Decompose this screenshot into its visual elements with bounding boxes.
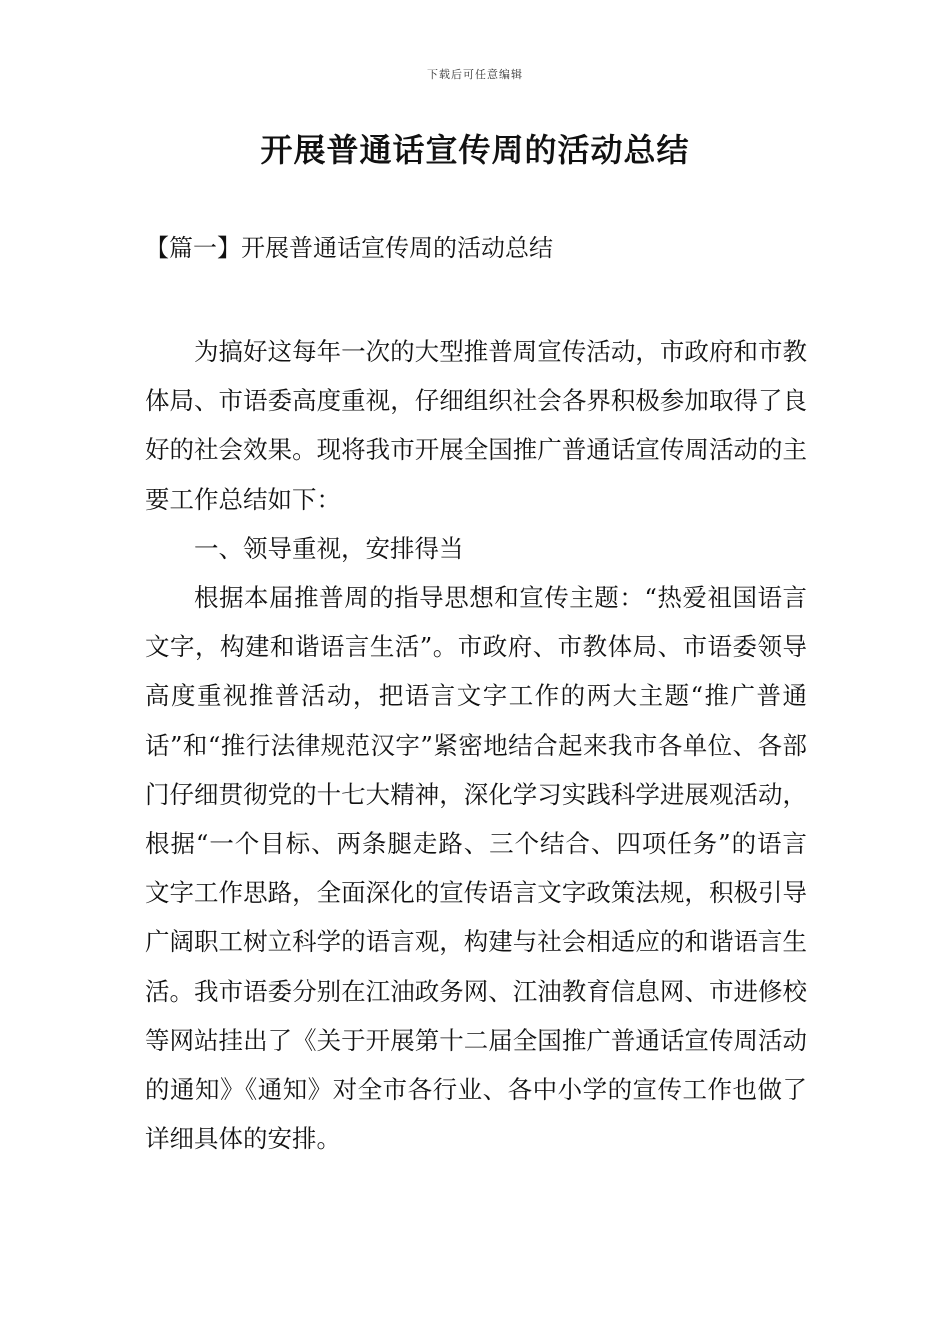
paragraph-main: 根据本届推普周的指导思想和宣传主题：“热爱祖国语言文字，构建和谐语言生活”。市政府、市教体局、市语委领导高度重视推普活动，把语言文字工作的两大主题“推广普通话”和“推行法律规范汉字”紧密地结合起来我市各单位、各部门仔细贯彻党的十七大精神，深化学习实践科学进展观活动，根据“一个目标、两条腿走路、三个结合、四项任务”的语言文字工作思路，全面深化的宣传语言文字政策法规，积极引导广阔职工树立科学的语言观，构建与社会相适应的和谐语言生活。我市语委分别在江油政务网、江油教育信息网、市进修校等网站挂出了《关于开展第十二届全国推广普通话宣传周活动的通知》《通知》对全市各行业、各中小学的宣传工作也做了详细具体的安排。: [145, 583, 807, 1154]
document-title: 开展普通话宣传周的活动总结: [260, 131, 690, 169]
section-heading: 【篇一】开展普通话宣传周的活动总结: [145, 234, 553, 262]
header-note: 下载后可任意编辑: [427, 68, 523, 81]
paragraph-intro: 为搞好这每年一次的大型推普周宣传活动，市政府和市教体局、市语委高度重视，仔细组织社会各界积极参加取得了良好的社会效果。现将我市开展全国推广普通话宣传周活动的主要工作总结如下：: [145, 337, 807, 514]
paragraph-subheading: 一、领导重视，安排得当: [194, 533, 464, 563]
document-body: [145, 327, 807, 1163]
